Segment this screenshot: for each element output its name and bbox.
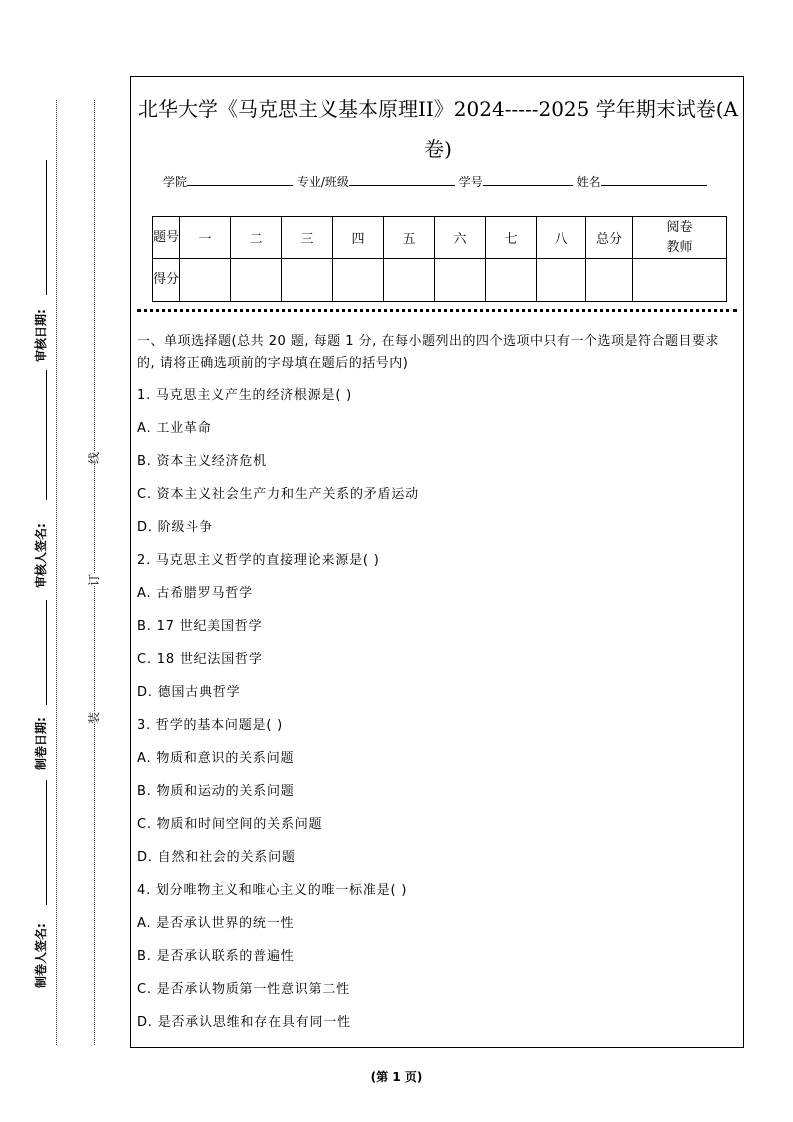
col-6: 六 xyxy=(435,217,486,259)
score-table-header-row xyxy=(153,217,727,259)
student-id-label: 学号 xyxy=(458,175,483,189)
page-number: (第 1 页) xyxy=(370,1070,423,1084)
exam-title-line2: 卷) xyxy=(424,137,452,161)
col-2: 二 xyxy=(231,217,282,259)
option-d: D. 自然和社会的关系问题 xyxy=(137,850,296,865)
option-b: B. 17 世纪美国哲学 xyxy=(137,619,263,634)
exam-frame xyxy=(130,76,744,1048)
binding-dotted-line-outer xyxy=(56,100,57,1045)
question-stem: 4. 划分唯物主义和唯心主义的唯一标准是( ) xyxy=(137,883,408,898)
major-field[interactable] xyxy=(349,173,455,186)
score-cell-5[interactable] xyxy=(384,259,435,302)
option-c: C. 是否承认物质第一性意识第二性 xyxy=(137,982,350,997)
score-table xyxy=(152,216,727,302)
score-label: 得分 xyxy=(153,259,180,302)
bind-mark-xian: 线 xyxy=(87,451,102,465)
student-id-field[interactable] xyxy=(483,173,573,186)
question-1 xyxy=(137,385,737,550)
option-b: B. 资本主义经济危机 xyxy=(137,454,267,469)
option-d: D. 是否承认思维和存在具有同一性 xyxy=(137,1015,351,1030)
question-stem: 1. 马克思主义产生的经济根源是( ) xyxy=(137,388,353,403)
student-info-line xyxy=(163,173,707,190)
name-label: 姓名 xyxy=(576,175,601,189)
review-date-label: 审核日期: xyxy=(34,309,48,362)
exam-title-line1: 北华大学《马克思主义基本原理II》2024-----2025 学年期末试卷(A xyxy=(138,97,738,121)
col-1: 一 xyxy=(180,217,231,259)
section-title: 一、单项选择题(总共 20 题, 每题 1 分, 在每小题列出的四个选项中只有一个选项是符合题目要求的, 请将正确选项前的字母填在题后的括号内) xyxy=(137,334,719,371)
maker-sign-underline xyxy=(46,780,47,905)
col-5: 五 xyxy=(384,217,435,259)
bind-mark-ding: 订 xyxy=(87,573,102,587)
option-b: B. 物质和运动的关系问题 xyxy=(137,784,295,799)
score-cell-total[interactable] xyxy=(586,259,633,302)
col-total: 总分 xyxy=(586,217,633,259)
bind-mark-zhuang: 装 xyxy=(87,711,102,725)
option-c: C. 物质和时间空间的关系问题 xyxy=(137,817,323,832)
score-cell-4[interactable] xyxy=(333,259,384,302)
score-cell-grader[interactable] xyxy=(633,259,727,302)
question-stem: 2. 马克思主义哲学的直接理论来源是( ) xyxy=(137,553,380,568)
score-cell-1[interactable] xyxy=(180,259,231,302)
exam-title xyxy=(131,89,745,169)
score-table-score-row xyxy=(153,259,727,302)
questions-area xyxy=(137,331,737,1045)
option-d: D. 阶级斗争 xyxy=(137,520,213,535)
option-a: A. 古希腊罗马哲学 xyxy=(137,586,253,601)
grader-label: 阅卷教师 xyxy=(633,217,727,259)
col-3: 三 xyxy=(282,217,333,259)
reviewer-sign-label: 审核人签名: xyxy=(34,523,48,588)
make-date-underline xyxy=(46,600,47,705)
major-label: 专业/班级 xyxy=(296,175,349,189)
binding-dotted-line-inner xyxy=(94,100,95,1045)
question-2 xyxy=(137,550,737,715)
question-3 xyxy=(137,715,737,880)
question-stem: 3. 哲学的基本问题是( ) xyxy=(137,718,284,733)
score-cell-2[interactable] xyxy=(231,259,282,302)
option-b: B. 是否承认联系的普遍性 xyxy=(137,949,295,964)
option-a: A. 物质和意识的关系问题 xyxy=(137,751,295,766)
maker-sign-label: 制卷人签名: xyxy=(34,923,48,988)
col-8: 八 xyxy=(537,217,586,259)
option-c: C. 18 世纪法国哲学 xyxy=(137,652,263,667)
col-7: 七 xyxy=(486,217,537,259)
score-cell-7[interactable] xyxy=(486,259,537,302)
option-a: A. 是否承认世界的统一性 xyxy=(137,916,295,931)
option-d: D. 德国古典哲学 xyxy=(137,685,241,700)
section-divider xyxy=(137,309,737,312)
score-cell-6[interactable] xyxy=(435,259,486,302)
score-cell-8[interactable] xyxy=(537,259,586,302)
college-label: 学院 xyxy=(163,175,188,189)
col-4: 四 xyxy=(333,217,384,259)
option-a: A. 工业革命 xyxy=(137,421,212,436)
name-field[interactable] xyxy=(601,173,707,186)
question-number-label: 题号 xyxy=(153,217,180,259)
review-date-underline xyxy=(46,160,47,295)
option-c: C. 资本主义社会生产力和生产关系的矛盾运动 xyxy=(137,487,419,502)
make-date-label: 制卷日期: xyxy=(34,717,48,770)
question-4 xyxy=(137,880,737,1045)
reviewer-sign-underline xyxy=(46,370,47,500)
college-field[interactable] xyxy=(187,173,293,186)
score-cell-3[interactable] xyxy=(282,259,333,302)
